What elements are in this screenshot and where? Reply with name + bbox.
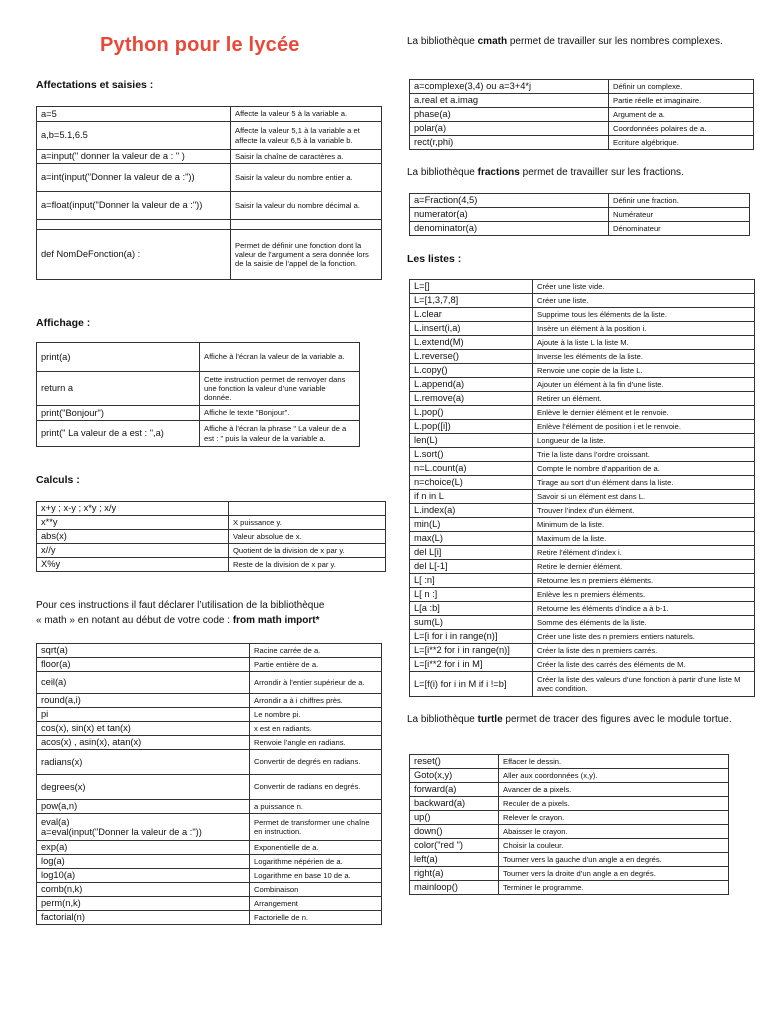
affectations-code-cell: a,b=5.1,6.5 <box>37 122 231 150</box>
listes-row <box>410 350 755 364</box>
calculs-desc-cell: Quotient de la division de x par y. <box>229 544 386 558</box>
turtle-row <box>410 881 729 895</box>
listes-code-cell: L.copy() <box>410 364 533 378</box>
math-intro-line1: Pour ces instructions il faut déclarer l’utilisation de la bibliothèque <box>36 600 325 611</box>
fractions-row <box>410 194 750 208</box>
listes-desc-cell: Trie la liste dans l’ordre croissant. <box>533 448 755 462</box>
listes-code-cell: L.remove(a) <box>410 392 533 406</box>
affichage-code-cell: print(" La valeur de a est : ",a) <box>37 421 200 447</box>
cmath-intro-lib: cmath <box>477 36 508 47</box>
fractions-desc-cell: Dénominateur <box>609 222 750 236</box>
affichage-row <box>37 421 360 447</box>
affichage-row <box>37 372 360 406</box>
listes-row <box>410 658 755 672</box>
math-code-cell: ceil(a) <box>37 672 250 694</box>
listes-code-cell: n=L.count(a) <box>410 462 533 476</box>
affectations-row <box>37 107 382 122</box>
turtle-code-cell: Goto(x,y) <box>410 769 499 783</box>
heading-affectations: Affectations et saisies : <box>36 79 154 91</box>
listes-code-cell: L.reverse() <box>410 350 533 364</box>
math-code-cell: log10(a) <box>37 869 250 883</box>
math-table <box>36 643 382 925</box>
math-desc-cell: Permet de transformer une chaîne en instruction. <box>250 814 382 841</box>
cmath-code-cell: a.real et a.imag <box>410 94 609 108</box>
listes-code-cell: L.extend(M) <box>410 336 533 350</box>
math-desc-cell: Factorielle de n. <box>250 911 382 925</box>
listes-row <box>410 336 755 350</box>
turtle-desc-cell: Reculer de a pixels. <box>499 797 729 811</box>
listes-desc-cell: Insère un élément à la position i. <box>533 322 755 336</box>
listes-row <box>410 518 755 532</box>
listes-code-cell: L.sort() <box>410 448 533 462</box>
math-row <box>37 672 382 694</box>
fractions-desc-cell: Définir une fraction. <box>609 194 750 208</box>
math-row <box>37 911 382 925</box>
listes-code-cell: del L[-1] <box>410 560 533 574</box>
calculs-code-cell: x+y ; x-y ; x*y ; x/y <box>37 502 229 516</box>
math-row <box>37 722 382 736</box>
listes-desc-cell: Créer une liste. <box>533 294 755 308</box>
cmath-desc-cell: Partie réelle et imaginaire. <box>609 94 754 108</box>
math-row <box>37 775 382 800</box>
listes-row <box>410 532 755 546</box>
listes-code-cell: L=[i**2 for i in M] <box>410 658 533 672</box>
cmath-code-cell: rect(r,phi) <box>410 136 609 150</box>
fractions-intro <box>407 165 752 180</box>
math-code-cell: degrees(x) <box>37 775 250 800</box>
listes-row <box>410 490 755 504</box>
listes-code-cell: L=[] <box>410 280 533 294</box>
listes-desc-cell: Créer une liste des n premiers entiers naturels. <box>533 630 755 644</box>
affichage-row <box>37 343 360 372</box>
listes-row <box>410 602 755 616</box>
cmath-code-cell: polar(a) <box>410 122 609 136</box>
math-code-cell: log(a) <box>37 855 250 869</box>
turtle-intro-lib: turtle <box>477 714 503 725</box>
fractions-code-cell: a=Fraction(4,5) <box>410 194 609 208</box>
affichage-code-cell: return a <box>37 372 200 406</box>
affectations-desc-cell <box>231 220 382 230</box>
affectations-row <box>37 192 382 220</box>
affichage-table <box>36 342 360 447</box>
listes-code-cell: L=[1,3,7,8] <box>410 294 533 308</box>
turtle-row <box>410 755 729 769</box>
listes-row <box>410 476 755 490</box>
fractions-intro-lib: fractions <box>477 167 520 178</box>
listes-desc-cell: Retirer un élément. <box>533 392 755 406</box>
turtle-intro-suffix: permet de tracer des figures avec le module tortue. <box>502 714 732 725</box>
affectations-row <box>37 220 382 230</box>
listes-row <box>410 630 755 644</box>
math-desc-cell: Logarithme en base 10 de a. <box>250 869 382 883</box>
calculs-code-cell: X%y <box>37 558 229 572</box>
math-code-cell: pow(a,n) <box>37 800 250 814</box>
listes-row <box>410 588 755 602</box>
math-row <box>37 694 382 708</box>
turtle-desc-cell: Effacer le dessin. <box>499 755 729 769</box>
listes-row <box>410 546 755 560</box>
math-row <box>37 644 382 658</box>
math-desc-cell: Exponentielle de a. <box>250 841 382 855</box>
turtle-desc-cell: Abaisser le crayon. <box>499 825 729 839</box>
listes-desc-cell: Enlève le dernier élément et le renvoie. <box>533 406 755 420</box>
affectations-row <box>37 164 382 192</box>
math-code-cell: factorial(n) <box>37 911 250 925</box>
listes-code-cell: if n in L <box>410 490 533 504</box>
math-desc-cell: Combinaison <box>250 883 382 897</box>
math-desc-cell: Logarithme népérien de a. <box>250 855 382 869</box>
listes-desc-cell: Savoir si un élément est dans L. <box>533 490 755 504</box>
heading-listes: Les listes : <box>407 253 462 265</box>
listes-row <box>410 406 755 420</box>
listes-row <box>410 434 755 448</box>
listes-desc-cell: Enlève l’élément de position i et le renvoie. <box>533 420 755 434</box>
affectations-code-cell: a=input(" donner la valeur de a : " ) <box>37 150 231 164</box>
turtle-code-cell: left(a) <box>410 853 499 867</box>
listes-code-cell: L[ :n] <box>410 574 533 588</box>
turtle-row <box>410 783 729 797</box>
listes-desc-cell: Retourne les n premiers éléments. <box>533 574 755 588</box>
cmath-code-cell: phase(a) <box>410 108 609 122</box>
affichage-row <box>37 406 360 421</box>
math-row <box>37 855 382 869</box>
turtle-row <box>410 839 729 853</box>
listes-code-cell: L=[i for i in range(n)] <box>410 630 533 644</box>
turtle-row <box>410 769 729 783</box>
calculs-row <box>37 516 386 530</box>
math-code-cell: perm(n,k) <box>37 897 250 911</box>
fractions-code-cell: denominator(a) <box>410 222 609 236</box>
affectations-table <box>36 106 382 280</box>
listes-desc-cell: Minimum de la liste. <box>533 518 755 532</box>
turtle-desc-cell: Tourner vers la gauche d’un angle a en degrés. <box>499 853 729 867</box>
affectations-code-cell: a=float(input("Donner la valeur de a :")) <box>37 192 231 220</box>
math-row <box>37 869 382 883</box>
listes-row <box>410 616 755 630</box>
math-code-cell: eval(a) a=eval(input("Donner la valeur de a :")) <box>37 814 250 841</box>
listes-row <box>410 364 755 378</box>
listes-desc-cell: Renvoie une copie de la liste L. <box>533 364 755 378</box>
math-row <box>37 883 382 897</box>
listes-code-cell: L.insert(i,a) <box>410 322 533 336</box>
cmath-desc-cell: Définir un complexe. <box>609 80 754 94</box>
math-desc-cell: x est en radiants. <box>250 722 382 736</box>
listes-row <box>410 504 755 518</box>
heading-calculs: Calculs : <box>36 474 80 486</box>
math-desc-cell: Racine carrée de a. <box>250 644 382 658</box>
turtle-code-cell: forward(a) <box>410 783 499 797</box>
calculs-row <box>37 544 386 558</box>
math-desc-cell: Arrondir à l’entier supérieur de a. <box>250 672 382 694</box>
turtle-desc-cell: Avancer de a pixels. <box>499 783 729 797</box>
listes-code-cell: sum(L) <box>410 616 533 630</box>
listes-desc-cell: Supprime tous les éléments de la liste. <box>533 308 755 322</box>
page-title: Python pour le lycée <box>100 34 300 56</box>
listes-desc-cell: Enlève les n premiers éléments. <box>533 588 755 602</box>
calculs-row <box>37 558 386 572</box>
affectations-row <box>37 122 382 150</box>
listes-row <box>410 322 755 336</box>
calculs-row <box>37 530 386 544</box>
turtle-desc-cell: Relever le crayon. <box>499 811 729 825</box>
turtle-row <box>410 853 729 867</box>
listes-desc-cell: Tirage au sort d’un élément dans la liste. <box>533 476 755 490</box>
affichage-code-cell: print("Bonjour") <box>37 406 200 421</box>
listes-row <box>410 378 755 392</box>
turtle-row <box>410 797 729 811</box>
affichage-code-cell: print(a) <box>37 343 200 372</box>
math-code-cell: radians(x) <box>37 750 250 775</box>
listes-table <box>409 279 755 697</box>
affectations-row <box>37 230 382 280</box>
calculs-desc-cell <box>229 502 386 516</box>
cmath-code-cell: a=complexe(3,4) ou a=3+4*j <box>410 80 609 94</box>
math-code-cell: floor(a) <box>37 658 250 672</box>
affectations-row <box>37 150 382 164</box>
listes-desc-cell: Retire le dernier élément. <box>533 560 755 574</box>
math-row <box>37 800 382 814</box>
affectations-desc-cell: Permet de définir une fonction dont la valeur de l’argument a sera donnée lors de la saisie de l’appel de la fonction. <box>231 230 382 280</box>
listes-code-cell: L[a :b] <box>410 602 533 616</box>
fractions-row <box>410 208 750 222</box>
affichage-desc-cell: Affiche à l’écran la valeur de la variable a. <box>200 343 360 372</box>
calculs-row <box>37 502 386 516</box>
affichage-desc-cell: Affiche le texte "Bonjour". <box>200 406 360 421</box>
calculs-code-cell: x//y <box>37 544 229 558</box>
math-desc-cell: Arrondir a à i chiffres près. <box>250 694 382 708</box>
listes-row <box>410 420 755 434</box>
affectations-desc-cell: Affecte la valeur 5 à la variable a. <box>231 107 382 122</box>
fractions-intro-prefix: La bibliothèque <box>407 167 478 178</box>
turtle-code-cell: up() <box>410 811 499 825</box>
affectations-desc-cell: Saisir la valeur du nombre entier a. <box>231 164 382 192</box>
math-desc-cell: a puissance n. <box>250 800 382 814</box>
math-desc-cell: Renvoie l’angle en radians. <box>250 736 382 750</box>
listes-row <box>410 308 755 322</box>
listes-row <box>410 574 755 588</box>
cmath-desc-cell: Ecriture algébrique. <box>609 136 754 150</box>
math-desc-cell: Convertir de radians en degrés. <box>250 775 382 800</box>
listes-code-cell: del L[i] <box>410 546 533 560</box>
listes-desc-cell: Compte le nombre d’apparition de a. <box>533 462 755 476</box>
calculs-code-cell: abs(x) <box>37 530 229 544</box>
listes-desc-cell: Trouver l’index d’un élément. <box>533 504 755 518</box>
math-code-cell: exp(a) <box>37 841 250 855</box>
listes-desc-cell: Retourne les éléments d’indice a à b-1. <box>533 602 755 616</box>
math-row <box>37 736 382 750</box>
turtle-intro <box>407 712 752 727</box>
listes-code-cell: max(L) <box>410 532 533 546</box>
listes-row <box>410 392 755 406</box>
calculs-desc-cell: Reste de la division de x par y. <box>229 558 386 572</box>
math-intro-import: from math import* <box>232 615 320 626</box>
cmath-desc-cell: Coordonnées polaires de a. <box>609 122 754 136</box>
math-code-cell: sqrt(a) <box>37 644 250 658</box>
math-desc-cell: Le nombre pi. <box>250 708 382 722</box>
listes-desc-cell: Créer la liste des carrés des éléments de M. <box>533 658 755 672</box>
affectations-code-cell: a=5 <box>37 107 231 122</box>
turtle-table <box>409 754 729 895</box>
math-code-cell: cos(x), sin(x) et tan(x) <box>37 722 250 736</box>
math-intro-prefix: « math » en notant au début de votre code : <box>36 615 233 626</box>
listes-code-cell: min(L) <box>410 518 533 532</box>
turtle-code-cell: right(a) <box>410 867 499 881</box>
math-row <box>37 814 382 841</box>
calculs-desc-cell: X puissance y. <box>229 516 386 530</box>
math-code-cell: acos(x) , asin(x), atan(x) <box>37 736 250 750</box>
listes-code-cell: len(L) <box>410 434 533 448</box>
turtle-code-cell: down() <box>410 825 499 839</box>
cmath-row <box>410 122 754 136</box>
listes-desc-cell: Créer la liste des valeurs d’une fonction à partir d’une liste M avec condition. <box>533 672 755 697</box>
turtle-row <box>410 825 729 839</box>
listes-code-cell: L=[i**2 for i in range(n)] <box>410 644 533 658</box>
listes-code-cell: L.index(a) <box>410 504 533 518</box>
turtle-desc-cell: Aller aux coordonnées (x,y). <box>499 769 729 783</box>
cmath-intro-prefix: La bibliothèque <box>407 36 478 47</box>
listes-code-cell: L=[f(i) for i in M if i !=b] <box>410 672 533 697</box>
math-code-cell: comb(n,k) <box>37 883 250 897</box>
cmath-desc-cell: Argument de a. <box>609 108 754 122</box>
math-desc-cell: Convertir de degrés en radians. <box>250 750 382 775</box>
listes-row <box>410 644 755 658</box>
fractions-desc-cell: Numérateur <box>609 208 750 222</box>
listes-row <box>410 448 755 462</box>
turtle-code-cell: reset() <box>410 755 499 769</box>
cmath-row <box>410 136 754 150</box>
cmath-row <box>410 80 754 94</box>
listes-row <box>410 672 755 697</box>
calculs-code-cell: x**y <box>37 516 229 530</box>
listes-desc-cell: Maximum de la liste. <box>533 532 755 546</box>
math-desc-cell: Arrangement <box>250 897 382 911</box>
cmath-intro-suffix: permet de travailler sur les nombres complexes. <box>507 36 723 47</box>
math-row <box>37 897 382 911</box>
listes-code-cell: L[ n :] <box>410 588 533 602</box>
affectations-code-cell: def NomDeFonction(a) : <box>37 230 231 280</box>
heading-affichage: Affichage : <box>36 317 91 329</box>
turtle-code-cell: mainloop() <box>410 881 499 895</box>
affectations-code-cell <box>37 220 231 230</box>
calculs-desc-cell: Valeur absolue de x. <box>229 530 386 544</box>
listes-code-cell: n=choice(L) <box>410 476 533 490</box>
turtle-desc-cell: Tourner vers la droite d’un angle a en degrés. <box>499 867 729 881</box>
affectations-desc-cell: Saisir la valeur du nombre décimal a. <box>231 192 382 220</box>
cmath-row <box>410 94 754 108</box>
listes-desc-cell: Créer une liste vide. <box>533 280 755 294</box>
affichage-desc-cell: Cette instruction permet de renvoyer dans une fonction la valeur d’une variable donnée. <box>200 372 360 406</box>
cmath-intro <box>407 34 747 49</box>
turtle-intro-prefix: La bibliothèque <box>407 714 478 725</box>
turtle-row <box>410 867 729 881</box>
listes-desc-cell: Somme des éléments de la liste. <box>533 616 755 630</box>
affichage-desc-cell: Affiche à l’écran la phrase " La valeur de a est : " puis la valeur de la variable a. <box>200 421 360 447</box>
math-row <box>37 750 382 775</box>
listes-desc-cell: Retire l’élément d’index i. <box>533 546 755 560</box>
fractions-table <box>409 193 750 236</box>
listes-desc-cell: Inverse les éléments de la liste. <box>533 350 755 364</box>
listes-desc-cell: Créer la liste des n premiers carrés. <box>533 644 755 658</box>
listes-code-cell: L.pop([i]) <box>410 420 533 434</box>
math-intro <box>36 598 386 628</box>
cmath-table <box>409 79 754 150</box>
listes-code-cell: L.append(a) <box>410 378 533 392</box>
affectations-desc-cell: Affecte la valeur 5,1 à la variable a et affecte la valeur 6,5 à la variable b. <box>231 122 382 150</box>
math-desc-cell: Partie entière de a. <box>250 658 382 672</box>
listes-desc-cell: Ajoute à la liste L la liste M. <box>533 336 755 350</box>
listes-code-cell: L.clear <box>410 308 533 322</box>
math-code-cell: pi <box>37 708 250 722</box>
fractions-row <box>410 222 750 236</box>
math-row <box>37 708 382 722</box>
affectations-code-cell: a=int(input("Donner la valeur de a :")) <box>37 164 231 192</box>
listes-desc-cell: Longueur de la liste. <box>533 434 755 448</box>
listes-desc-cell: Ajouter un élément à la fin d’une liste. <box>533 378 755 392</box>
listes-row <box>410 280 755 294</box>
affectations-desc-cell: Saisir la chaîne de caractères a. <box>231 150 382 164</box>
fractions-code-cell: numerator(a) <box>410 208 609 222</box>
math-code-cell: round(a,i) <box>37 694 250 708</box>
fractions-intro-suffix: permet de travailler sur les fractions. <box>519 167 684 178</box>
listes-row <box>410 294 755 308</box>
turtle-desc-cell: Terminer le programme. <box>499 881 729 895</box>
turtle-desc-cell: Choisir la couleur. <box>499 839 729 853</box>
listes-code-cell: L.pop() <box>410 406 533 420</box>
turtle-row <box>410 811 729 825</box>
turtle-code-cell: backward(a) <box>410 797 499 811</box>
listes-row <box>410 560 755 574</box>
cmath-row <box>410 108 754 122</box>
calculs-table <box>36 501 386 572</box>
math-row <box>37 658 382 672</box>
turtle-code-cell: color("red ") <box>410 839 499 853</box>
math-row <box>37 841 382 855</box>
listes-row <box>410 462 755 476</box>
